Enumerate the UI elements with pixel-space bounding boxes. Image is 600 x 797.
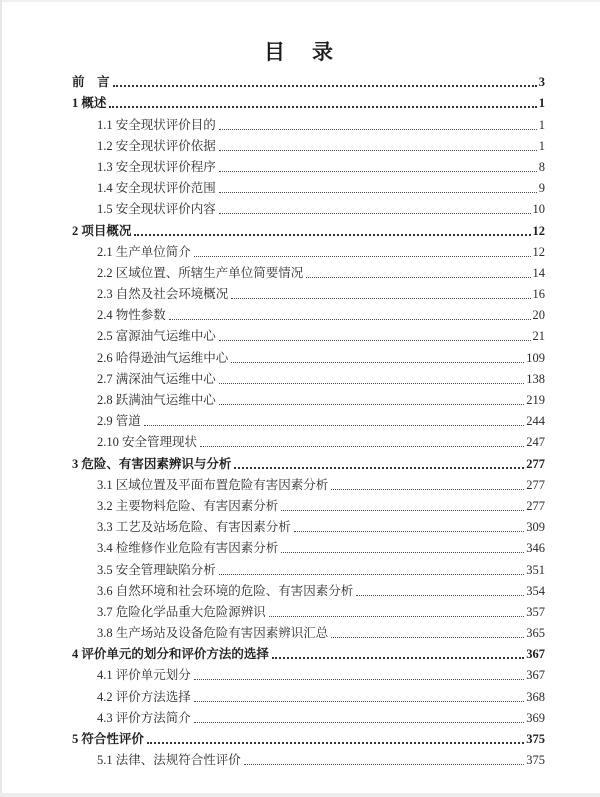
dot-leader [147,742,524,744]
toc-entry-page: 277 [526,477,545,492]
toc-entry-page: 109 [526,350,545,365]
toc-entry-page: 367 [526,647,545,662]
toc-entry[interactable] [72,429,545,450]
dot-leader [356,595,524,596]
dot-leader [109,106,536,108]
toc-entry-page: 9 [538,181,545,196]
toc-entry-page: 16 [532,287,545,302]
toc-entry-label: 3.3 工艺及站场危险、有害因素分析 [97,520,291,535]
toc-entry[interactable] [72,662,545,683]
toc-entry-label: 3.4 检维修作业危险有害因素分析 [97,541,279,556]
toc-entry-label: 1.4 安全现状评价范围 [97,181,216,196]
toc-entry-label: 1.5 安全现状评价内容 [97,202,216,217]
dot-leader [144,425,524,426]
toc-entry[interactable] [72,217,545,238]
toc-entry[interactable] [72,154,545,175]
toc-entry-page: 375 [526,753,545,768]
toc-entry[interactable] [72,641,545,662]
toc-entry-label: 2.9 管道 [97,414,141,429]
toc-entry[interactable] [72,196,545,217]
toc-entry-page: 351 [526,562,545,577]
dot-leader [219,404,524,405]
toc-list [72,69,545,768]
toc-entry[interactable] [72,705,545,726]
toc-entry-label: 3.5 安全管理缺陷分析 [97,562,216,577]
toc-entry-label: 2.2 区域位置、所辖生产单位简要情况 [97,265,304,280]
toc-entry-label: 3 危险、有害因素辨识与分析 [72,456,232,471]
toc-entry-page: 354 [526,583,545,598]
toc-entry[interactable] [72,260,545,281]
toc-entry-label: 3.6 自然环境和社会环境的危险、有害因素分析 [97,583,354,598]
toc-entry-label: 2.5 富源油气运维中心 [97,329,216,344]
toc-entry-label: 3.1 区域位置及平面布置危险有害因素分析 [97,477,329,492]
toc-entry[interactable] [72,620,545,641]
toc-entry-label: 前 言 [72,75,110,90]
toc-entry-label: 4 评价单元的划分和评价方法的选择 [72,647,269,662]
toc-entry[interactable] [72,69,545,90]
dot-leader [219,213,531,214]
toc-entry[interactable] [72,535,545,556]
toc-entry-page: 14 [532,265,545,280]
dot-leader [294,531,524,532]
toc-entry[interactable] [72,239,545,260]
toc-entry-page: 3 [538,75,545,90]
dot-leader [244,764,524,765]
dot-leader [194,256,531,257]
toc-entry[interactable] [72,493,545,514]
toc-entry-label: 4.2 评价方法选择 [97,689,191,704]
toc-entry-page: 12 [532,244,545,259]
dot-leader [194,679,524,680]
toc-entry-label: 2.10 安全管理现状 [97,435,198,450]
dot-leader [200,446,524,447]
toc-entry-label: 3.7 危险化学品重大危险源辨识 [97,604,266,619]
dot-leader [219,192,537,193]
toc-entry-label: 1.3 安全现状评价程序 [97,159,216,174]
toc-entry[interactable] [72,578,545,599]
toc-entry[interactable] [72,281,545,302]
toc-entry-label: 2.1 生产单位简介 [97,244,191,259]
toc-entry-label: 1 概述 [72,96,107,111]
toc-entry-page: 1 [538,138,545,153]
page-edge-top [0,0,600,2]
toc-entry[interactable] [72,747,545,768]
dot-leader [306,277,530,278]
toc-entry-page: 10 [532,202,545,217]
dot-leader [234,467,524,469]
toc-entry-page: 138 [526,371,545,386]
toc-entry[interactable] [72,408,545,429]
dot-leader [231,298,530,299]
dot-leader [194,701,524,702]
toc-entry[interactable] [72,683,545,704]
dot-leader [331,489,524,490]
toc-entry-page: 357 [526,604,545,619]
toc-entry-label: 2.8 跃满油气运维中心 [97,393,216,407]
toc-entry[interactable] [72,599,545,620]
dot-leader [219,340,531,341]
page-title: 目 录 [264,40,336,64]
toc-entry[interactable] [72,323,545,344]
dot-leader [219,171,537,172]
toc-entry-page: 277 [526,498,545,513]
toc-entry[interactable] [72,556,545,577]
toc-entry-page: 277 [526,456,545,471]
toc-entry-page: 367 [526,668,545,683]
toc-entry-label: 2.6 哈得逊油气运维中心 [97,350,229,365]
toc-entry-page: 1 [538,117,545,132]
toc-entry[interactable] [72,450,545,471]
dot-leader [269,616,524,617]
dot-leader [231,362,524,363]
toc-entry-label: 2.3 自然及社会环境概况 [97,287,229,302]
dot-leader [169,319,531,320]
toc-entry-page: 1 [538,96,545,111]
toc-entry-page: 369 [526,710,545,725]
toc-entry-page: 375 [526,732,545,746]
toc-entry-page: 368 [526,689,545,704]
toc-entry-label: 1.1 安全现状评价目的 [97,117,216,132]
toc-entry[interactable] [72,175,545,196]
page-edge-left [0,0,2,797]
dot-leader [281,510,524,511]
toc-entry-label: 5 符合性评价 [72,732,144,746]
toc-entry-label: 2.7 满深油气运维中心 [97,371,216,386]
toc-entry[interactable] [72,387,545,408]
toc-entry[interactable] [72,133,545,154]
toc-entry-label: 1.2 安全现状评价依据 [97,138,216,153]
dot-leader [194,722,524,723]
toc-entry[interactable] [72,726,545,747]
toc-entry-page: 346 [526,541,545,556]
toc-entry[interactable] [72,366,545,387]
toc-entry-page: 309 [526,520,545,535]
toc-entry[interactable] [72,514,545,535]
dot-leader [219,129,537,130]
dot-leader [113,85,537,87]
toc-entry-label: 2 项目概况 [72,223,132,238]
toc-entry-label: 5.1 法律、法规符合性评价 [97,753,241,768]
dot-leader [134,234,530,236]
dot-leader [281,552,524,553]
page-edge-bottom [0,793,600,797]
toc-entry-page: 8 [538,159,545,174]
toc-entry[interactable] [72,111,545,132]
toc-entry-page: 365 [526,626,545,641]
dot-leader [331,637,524,638]
toc-entry-label: 3.8 生产场站及设备危险有害因素辨识汇总 [97,626,329,641]
toc-entry-label: 3.2 主要物料危险、有害因素分析 [97,498,279,513]
dot-leader [219,383,524,384]
dot-leader [219,150,537,151]
toc-entry[interactable] [72,90,545,111]
toc-entry-page: 244 [526,414,545,429]
toc-entry[interactable] [72,472,545,493]
toc-entry-label: 4.3 评价方法简介 [97,710,191,725]
toc-entry-label: 2.4 物性参数 [97,308,166,323]
toc-entry-label: 4.1 评价单元划分 [97,668,191,683]
dot-leader [272,657,524,659]
toc-entry-page: 20 [532,308,545,323]
toc-entry-page: 21 [532,329,545,344]
toc-entry[interactable] [72,302,545,323]
toc-entry-page: 247 [526,435,545,450]
toc-entry[interactable] [72,344,545,365]
toc-entry-page: 219 [526,393,545,407]
toc-entry-page: 12 [532,223,545,238]
dot-leader [219,574,524,575]
